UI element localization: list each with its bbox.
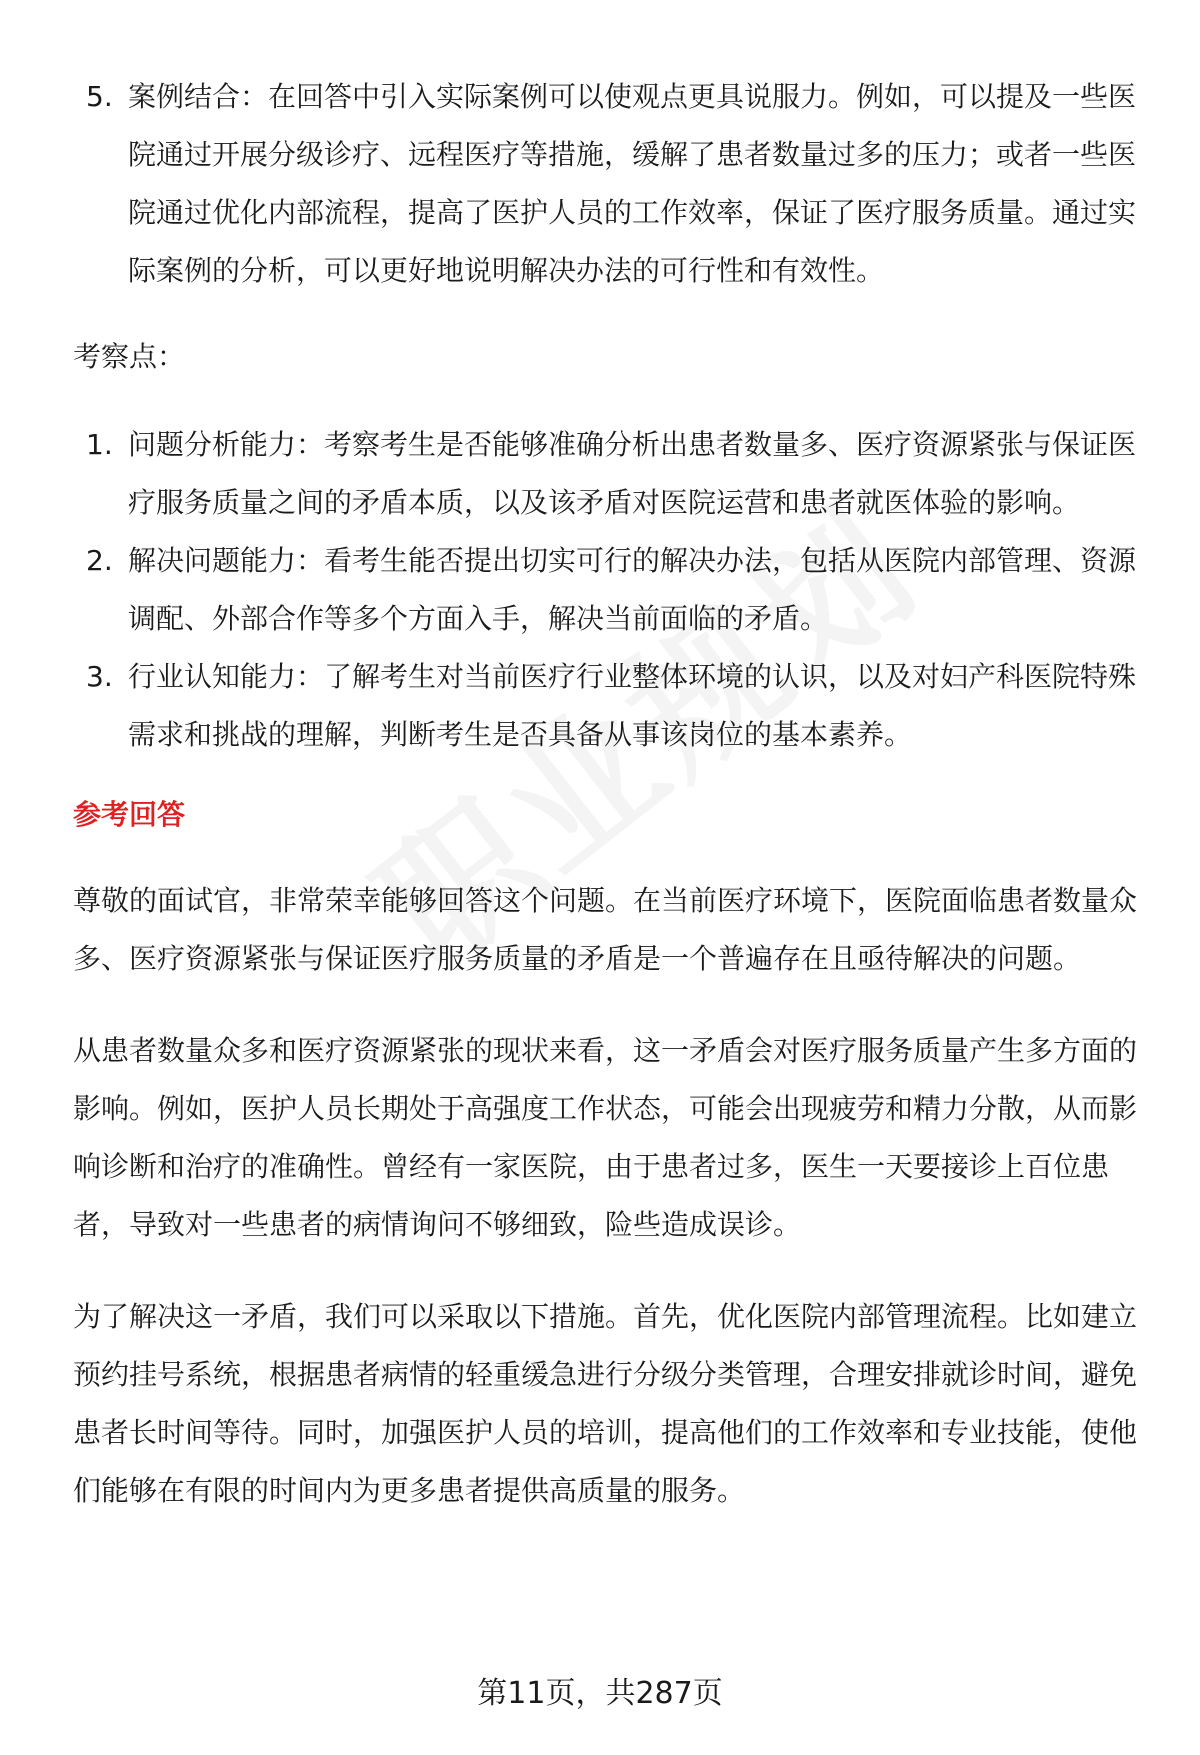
list-text: 解决问题能力：看考生能否提出切实可行的解决办法，包括从医院内部管理、资源调配、外部合作等多个方面入手，解决当前面临的矛盾。	[128, 544, 1137, 635]
list-text: 行业认知能力：了解考生对当前医疗行业整体环境的认识，以及对妇产科医院特殊需求和挑战的理解，判断考生是否具备从事该岗位的基本素养。	[128, 660, 1137, 751]
list-number: 3.	[86, 660, 113, 693]
list-item	[73, 648, 1143, 764]
exam-points-list	[73, 416, 1143, 764]
list-number: 1.	[86, 428, 113, 461]
paragraph: 从患者数量众多和医疗资源紧张的现状来看，这一矛盾会对医疗服务质量产生多方面的影响。例如，医护人员长期处于高强度工作状态，可能会出现疲劳和精力分散，从而影响诊断和治疗的准确性。曾经有一家医院，由于患者过多，医生一天要接诊上百位患者，导致对一些患者的病情询问不够细致，险些造成误诊。	[73, 1034, 1138, 1241]
reference-answer-heading: 参考回答	[73, 798, 186, 831]
page-footer: 第11页，共287页	[477, 1676, 723, 1711]
list-text: 问题分析能力：考察考生是否能够准确分析出患者数量多、医疗资源紧张与保证医疗服务质量之间的矛盾本质，以及该矛盾对医院运营和患者就医体验的影响。	[128, 428, 1137, 519]
paragraph: 尊敬的面试官，非常荣幸能够回答这个问题。在当前医疗环境下，医院面临患者数量众多、医疗资源紧张与保证医疗服务质量的矛盾是一个普遍存在且亟待解决的问题。	[73, 884, 1138, 975]
top-list	[73, 68, 1143, 300]
list-number: 5.	[86, 80, 113, 113]
page-content	[73, 68, 1143, 1554]
exam-points-label: 考察点：	[73, 340, 186, 373]
list-item	[73, 68, 1143, 300]
list-item	[73, 416, 1143, 532]
list-number: 2.	[86, 544, 113, 577]
list-item	[73, 532, 1143, 648]
paragraph: 为了解决这一矛盾，我们可以采取以下措施。首先，优化医院内部管理流程。比如建立预约挂号系统，根据患者病情的轻重缓急进行分级分类管理，合理安排就诊时间，避免患者长时间等待。同时，加强医护人员的培训，提高他们的工作效率和专业技能，使他们能够在有限的时间内为更多患者提供高质量的服务。	[73, 1300, 1138, 1507]
list-text: 案例结合：在回答中引入实际案例可以使观点更具说服力。例如，可以提及一些医院通过开展分级诊疗、远程医疗等措施，缓解了患者数量过多的压力；或者一些医院通过优化内部流程，提高了医护人员的工作效率，保证了医疗服务质量。通过实际案例的分析，可以更好地说明解决办法的可行性和有效性。	[128, 80, 1137, 287]
